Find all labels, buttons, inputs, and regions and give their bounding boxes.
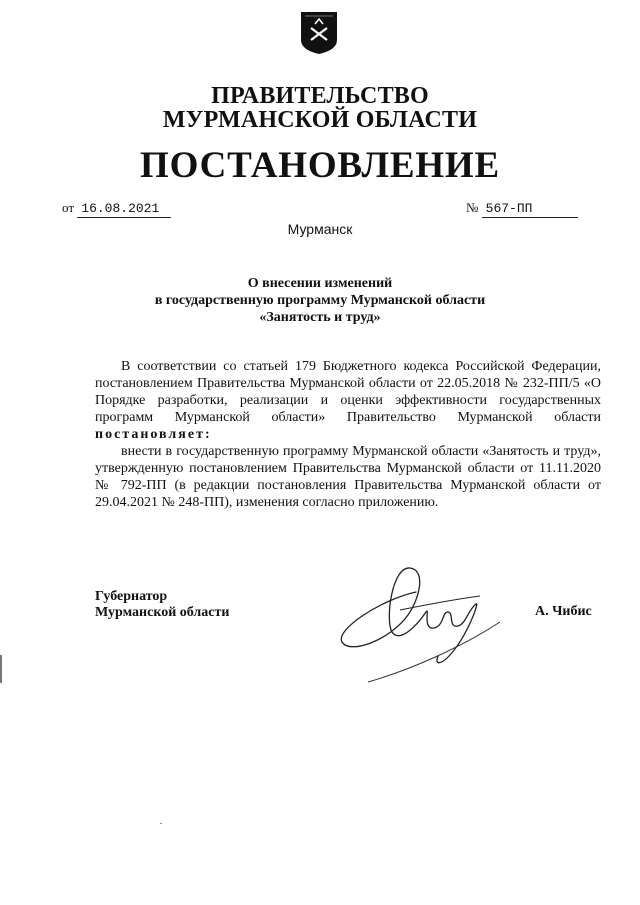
paragraph1-text: В соответствии со статьей 179 Бюджетного кодекса Российской Федерации, постановлением Правительства Мурманской области от 22.05.2018 № 232-ПП/5 «О Порядке разработки, реализации и оценки эффективности государственных программ Мурманской области» Правительство Мурманской области [95, 359, 601, 425]
handwritten-signature-icon [330, 560, 520, 685]
subject-line2: в государственную программу Мурманской области [154, 293, 486, 308]
scan-dot [160, 823, 162, 824]
number-value: 567-ПП [482, 201, 578, 218]
document-body [95, 358, 601, 511]
coat-of-arms-icon [299, 10, 339, 56]
document-number [466, 200, 578, 218]
document-date [62, 200, 171, 218]
number-prefix: № [466, 200, 479, 215]
subject-line3: «Занятость и труд» [259, 310, 381, 325]
body-paragraph-1 [95, 358, 601, 443]
date-value: 16.08.2021 [77, 201, 171, 218]
resolution-verb: постановляет: [95, 427, 212, 442]
signatory-position-line1: Губернатор [95, 589, 168, 604]
city: Мурманск [287, 221, 353, 237]
body-paragraph-2: внести в государственную программу Мурманской области «Занятость и труд», утвержденную постановлением Правительства Мурманской области от 11.11.2020 № 792-ПП (в редакции постановления Правительства Мурманской области от 29.04.2021 № 248-ПП), изменения согласно приложению. [95, 444, 601, 510]
government-name-line1: ПРАВИТЕЛЬСТВО [211, 83, 429, 109]
document-type-title: ПОСТАНОВЛЕНИЕ [139, 145, 500, 186]
scan-margin-mark [0, 655, 2, 683]
government-name-line2: МУРМАНСКОЙ ОБЛАСТИ [162, 107, 478, 133]
subject-line1: О внесении изменений [247, 276, 393, 291]
signatory-name: А. Чибис [535, 604, 592, 619]
signatory-position-line2: Мурманской области [95, 605, 230, 620]
date-prefix: от [62, 200, 75, 215]
